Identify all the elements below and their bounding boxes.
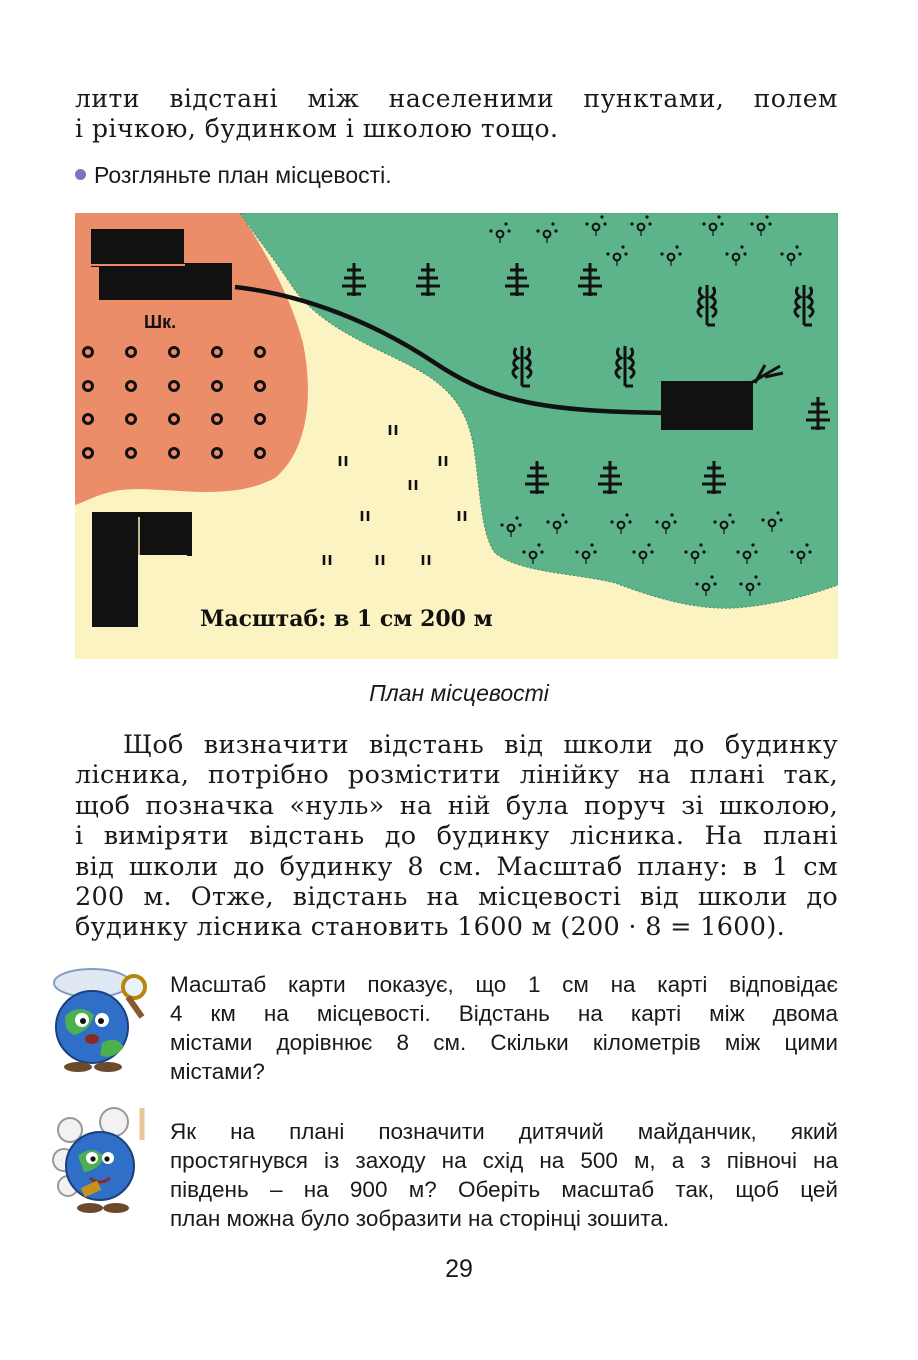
globe-mascot-judge-icon — [50, 1100, 155, 1220]
task-line: південь – на 900 м? Оберіть масштаб так, щоб цей — [170, 1177, 838, 1202]
globe-mascot-magnifier-icon — [50, 965, 155, 1080]
school-building-1 — [91, 229, 184, 267]
paragraph-line: Щоб визначити відстань від школи до будинку — [123, 730, 838, 760]
task-line: Як на плані позначити дитячий майданчик, який — [170, 1119, 838, 1144]
task-line: містами? — [170, 1059, 265, 1084]
task-line: Масштаб карти показує, що 1 см на карті відповідає — [170, 972, 838, 997]
explanation-paragraph — [75, 730, 838, 943]
task-line: 4 км на місцевості. Відстань на карті між двома — [170, 1001, 838, 1026]
map-caption: План місцевості — [369, 680, 549, 706]
intro-line: і річкою, будинком і школою тощо. — [75, 114, 559, 143]
intro-line: лити відстані між населеними пунктами, полем — [75, 84, 838, 113]
task-line: містами дорівнює 8 см. Скільки кілометрів між цими — [170, 1030, 838, 1055]
paragraph-line: лісника, потрібно розмістити лінійку на плані так, — [75, 760, 838, 791]
paragraph-line: щоб позначка «нуль» на ній була поруч зі школою, — [75, 790, 838, 821]
terrain-plan-map — [75, 213, 838, 659]
school-building-2 — [99, 263, 232, 300]
bullet-instruction — [75, 160, 392, 190]
paragraph-line: від школи до будинку 8 см. Масштаб плану: в 1 см — [75, 851, 838, 882]
task-line: простягнувся із заходу на схід на 500 м, а з півночі на — [170, 1148, 838, 1173]
task-distance-question — [170, 970, 838, 1086]
paragraph-line: 200 м. Отже, відстань на місцевості від школи до — [75, 882, 838, 913]
page-number: 29 — [445, 1255, 473, 1283]
bullet-text: Розгляньте план місцевості. — [94, 162, 392, 188]
intro-text — [75, 84, 838, 144]
paragraph-line: і виміряти відстань до будинку лісника. На плані — [75, 821, 838, 852]
map-scale-label: Масштаб: в 1 см 200 м — [200, 606, 493, 632]
task-line: план можна було зобразити на сторінці зошита. — [170, 1206, 670, 1231]
task-playground-question — [170, 1117, 838, 1233]
paragraph-line: будинку лісника становить 1600 м (200 · 8 = 1600). — [75, 912, 785, 943]
school-label: Шк. — [144, 312, 177, 332]
bullet-dot-icon — [75, 169, 86, 180]
